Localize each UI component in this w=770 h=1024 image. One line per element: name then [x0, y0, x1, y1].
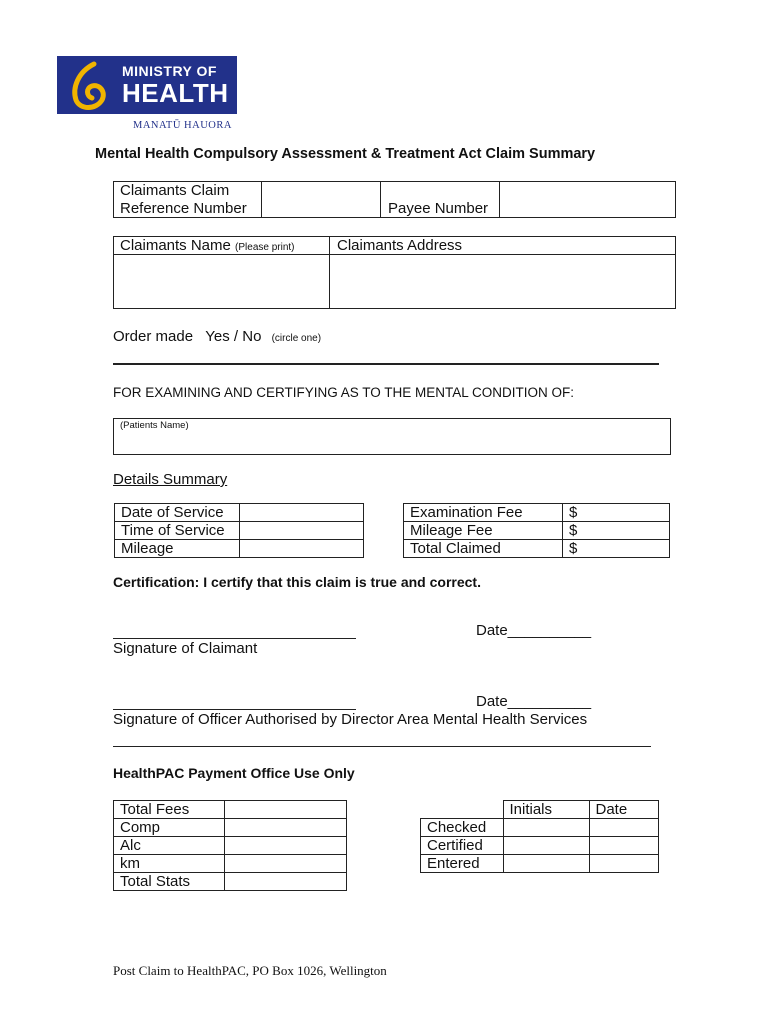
total-stats-label: Total Stats	[114, 873, 225, 891]
circle-one-note: (circle one)	[271, 333, 322, 344]
entered-label: Entered	[421, 855, 504, 873]
details-left-table	[114, 503, 364, 558]
form-title: Mental Health Compulsory Assessment & Treatment Act Claim Summary	[95, 146, 596, 162]
claimant-date-field[interactable]: Date__________	[476, 622, 592, 639]
ministry-logo-emblem-icon	[64, 58, 120, 112]
table-row	[421, 855, 659, 873]
table-row	[114, 819, 347, 837]
details-right-table	[403, 503, 670, 558]
claim-ref-line2: Reference Number	[120, 200, 247, 217]
signature-claimant-label: Signature of Claimant	[113, 640, 258, 657]
table-row	[114, 855, 347, 873]
footer-address: Post Claim to HealthPAC, PO Box 1026, Wellington	[113, 963, 387, 978]
certified-date-input[interactable]	[589, 837, 659, 855]
date-header: Date	[589, 801, 659, 819]
table-row	[114, 873, 347, 891]
table-row	[404, 540, 670, 558]
table-row	[421, 819, 659, 837]
total-fees-input[interactable]	[225, 801, 347, 819]
mileage-fee-label: Mileage Fee	[404, 522, 563, 540]
patients-name-label: (Patients Name)	[120, 420, 189, 431]
claimant-signature-line[interactable]	[113, 638, 356, 639]
please-print-note: (Please print)	[235, 242, 295, 253]
table-row	[421, 837, 659, 855]
claim-ref-line1: Claimants Claim	[120, 182, 230, 199]
table-row	[115, 540, 364, 558]
dollar-sign: $	[569, 504, 578, 521]
time-of-service-label: Time of Service	[115, 522, 240, 540]
alc-label: Alc	[114, 837, 225, 855]
table-row	[404, 522, 670, 540]
table-row	[421, 801, 659, 819]
certification-text: Certification: I certify that this claim is true and correct.	[113, 574, 481, 590]
checked-initials-input[interactable]	[503, 819, 589, 837]
checked-label: Checked	[421, 819, 504, 837]
blank-corner	[421, 801, 504, 819]
healthpac-heading: HealthPAC Payment Office Use Only	[113, 765, 355, 781]
total-claimed-label: Total Claimed	[404, 540, 563, 558]
comp-label: Comp	[114, 819, 225, 837]
order-made-label[interactable]: Order made Yes / No (circle one)	[113, 328, 322, 345]
logo-line1: MINISTRY OF	[122, 63, 217, 79]
claim-ref-input[interactable]	[261, 181, 381, 218]
table-row	[114, 837, 347, 855]
dollar-sign: $	[569, 540, 578, 557]
claimants-name-label: Claimants Name (Please print)	[120, 237, 295, 254]
officer-signature-line[interactable]	[113, 709, 356, 710]
dollar-sign: $	[569, 522, 578, 539]
check-table	[420, 800, 659, 873]
initials-header: Initials	[503, 801, 589, 819]
comp-input[interactable]	[225, 819, 347, 837]
section-divider	[113, 363, 659, 365]
examination-fee-label: Examination Fee	[404, 504, 563, 522]
mileage-input[interactable]	[240, 540, 364, 558]
entered-date-input[interactable]	[589, 855, 659, 873]
certified-initials-input[interactable]	[503, 837, 589, 855]
examination-fee-input[interactable]	[563, 504, 670, 522]
total-fees-label: Total Fees	[114, 801, 225, 819]
claimants-address-label: Claimants Address	[337, 237, 463, 254]
table-row	[115, 504, 364, 522]
mileage-fee-input[interactable]	[563, 522, 670, 540]
checked-date-input[interactable]	[589, 819, 659, 837]
date-of-service-input[interactable]	[240, 504, 364, 522]
examining-heading: FOR EXAMINING AND CERTIFYING AS TO THE MENTAL CONDITION OF:	[113, 385, 575, 400]
mileage-label: Mileage	[115, 540, 240, 558]
logo-line2: HEALTH	[122, 78, 229, 108]
table-row	[404, 504, 670, 522]
logo-maori: MANATŪ HAUORA	[133, 120, 232, 131]
km-label: km	[114, 855, 225, 873]
alc-input[interactable]	[225, 837, 347, 855]
total-stats-input[interactable]	[225, 873, 347, 891]
table-row	[115, 522, 364, 540]
km-input[interactable]	[225, 855, 347, 873]
time-of-service-input[interactable]	[240, 522, 364, 540]
certified-label: Certified	[421, 837, 504, 855]
entered-initials-input[interactable]	[503, 855, 589, 873]
payee-number-input[interactable]	[499, 181, 676, 218]
signature-officer-label: Signature of Officer Authorised by Director Area Mental Health Services	[113, 711, 588, 728]
section-divider	[113, 746, 651, 747]
payee-number-label: Payee Number	[388, 200, 489, 217]
table-row	[114, 801, 347, 819]
total-claimed-input[interactable]	[563, 540, 670, 558]
officer-date-field[interactable]: Date__________	[476, 693, 592, 710]
details-summary-heading: Details Summary	[113, 471, 228, 488]
office-use-table	[113, 800, 347, 891]
date-of-service-label: Date of Service	[115, 504, 240, 522]
patients-name-input[interactable]	[113, 418, 671, 455]
